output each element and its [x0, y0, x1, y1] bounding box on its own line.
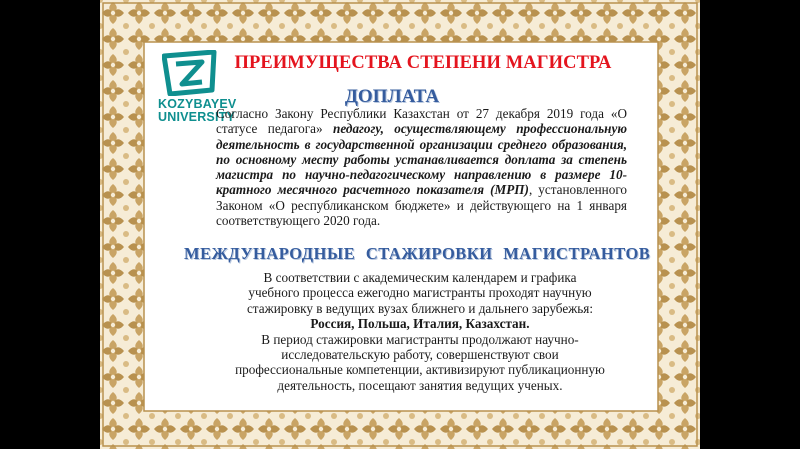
internships-line: стажировку в ведущих вузах ближнего и дальнего зарубежья: [246, 300, 594, 316]
internships-line: исследовательскую работу, совершенствуют свои [281, 347, 559, 363]
section-heading-internships: МЕЖДУНАРОДНЫЕ СТАЖИРОВКИ МАГИСТРАНТОВ [184, 244, 651, 263]
countries-list: Россия, Польша, Италия, Казахстан. [310, 316, 530, 332]
logo-text-line2: UNIVERSITY [158, 110, 236, 124]
section-heading-payment: ДОПЛАТА [344, 86, 440, 107]
internships-line: В соответствии с академическим календарем и графика [263, 270, 577, 285]
logo-text-line1: KOZYBAYEV [158, 97, 237, 111]
payment-paragraph [216, 106, 627, 228]
page-title: ПРЕИМУЩЕСТВА СТЕПЕНИ МАГИСТРА [234, 53, 612, 73]
internships-line: В период стажировки магистранты продолжают научно- [261, 331, 579, 347]
payment-text-c: , установленного Законом «О республиканском бюджете» и действующего на 1 января соответствующего 2020 года. [216, 182, 627, 229]
internships-line: профессиональные компетенции, активизируют публикационную [235, 362, 605, 378]
internships-line: деятельность, посещают занятия ведущих ученых. [277, 377, 563, 393]
internships-line: учебного процесса ежегодно магистранты проходят научную [248, 285, 592, 301]
internships-paragraph [200, 270, 640, 393]
slide [100, 0, 700, 449]
logo-mark-icon [162, 50, 218, 96]
payment-text-a: Согласно Закону Республики Казахстан от 27 декабря 2019 года «О статусе педагога» [216, 106, 627, 137]
payment-text-b: педагогу, осуществляющему профессиональную деятельность в государственной организации среднего образования, по основному месту работы устанавливается доплата за степень магистра по научно-педагогическому направлению в размере 10-кратного месячного расчетного показателя (МРП) [216, 121, 627, 198]
